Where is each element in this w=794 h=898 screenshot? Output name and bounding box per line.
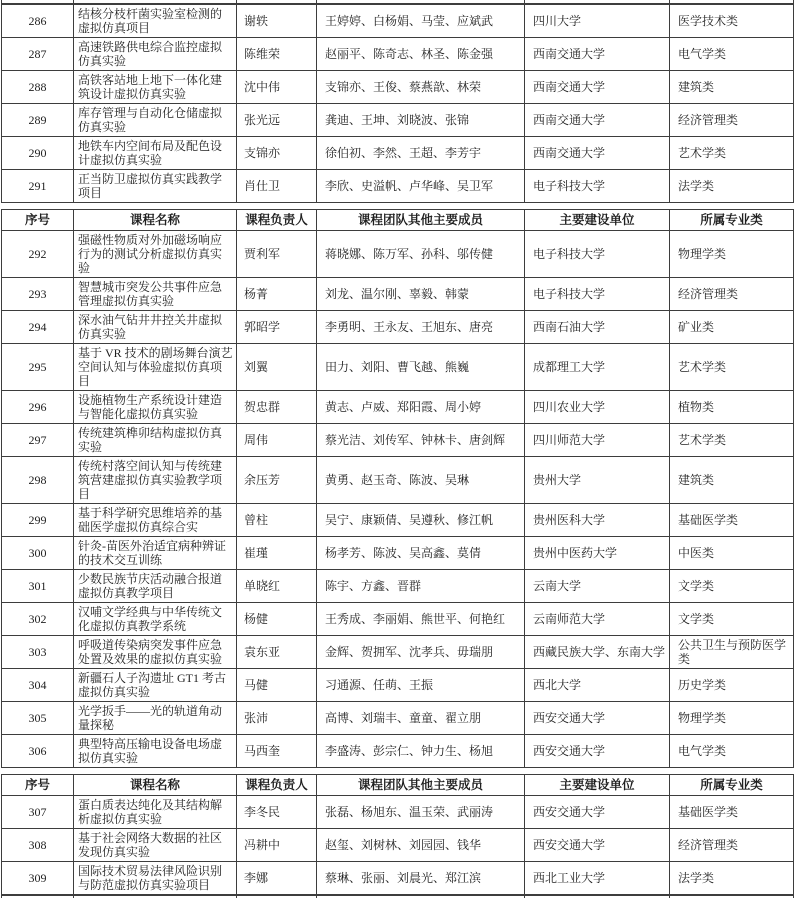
team-members-cell: 李勇明、王永友、王旭东、唐亮 [317, 310, 525, 343]
team-members-cell: 习通源、任萌、王振 [317, 668, 525, 701]
serial-number-cell: 305 [2, 701, 74, 734]
course-leader-cell: 单晓红 [237, 569, 317, 602]
construction-unit-cell: 贵州中医药大学 [525, 536, 670, 569]
table-row [2, 169, 794, 202]
course-name-cell: 基于 VR 技术的剧场舞台演艺空间认知与体验虚拟仿真项目 [74, 343, 237, 390]
major-category-cell: 经济管理类 [670, 277, 794, 310]
major-category-cell: 电气学类 [670, 734, 794, 767]
header-team-members: 课程团队其他主要成员 [317, 209, 525, 230]
course-leader-cell: 谢轶 [237, 4, 317, 37]
serial-number-cell: 307 [2, 795, 74, 828]
serial-number-cell: 298 [2, 456, 74, 503]
construction-unit-cell: 四川大学 [525, 4, 670, 37]
course-name-cell: 典型特高压输电设备电场虚拟仿真实验 [74, 734, 237, 767]
course-name-cell: 光学扳手——光的轨道角动量探秘 [74, 701, 237, 734]
serial-number-cell: 306 [2, 734, 74, 767]
major-category-cell: 中医类 [670, 536, 794, 569]
construction-unit-cell: 四川农业大学 [525, 390, 670, 423]
serial-number-cell: 295 [2, 343, 74, 390]
course-leader-cell: 张沛 [237, 701, 317, 734]
course-name-cell: 针灸-苗医外治适宜病种辨证的技术交互训练 [74, 536, 237, 569]
course-name-cell: 高铁客站地上地下一体化建筑设计虚拟仿真实验 [74, 70, 237, 103]
course-leader-cell: 贺忠群 [237, 390, 317, 423]
major-category-cell: 文学类 [670, 602, 794, 635]
team-members-cell: 张磊、杨旭东、温玉荣、武丽涛 [317, 795, 525, 828]
major-category-cell: 基础医学类 [670, 795, 794, 828]
table-row [2, 230, 794, 277]
team-members-cell: 陈宇、方鑫、晋群 [317, 569, 525, 602]
major-category-cell: 公共卫生与预防医学类 [670, 635, 794, 668]
table-row [2, 734, 794, 767]
serial-number-cell: 304 [2, 668, 74, 701]
serial-number-cell: 289 [2, 103, 74, 136]
course-name-cell: 少数民族节庆活动融合报道虚拟仿真教学项目 [74, 569, 237, 602]
table-row [2, 103, 794, 136]
construction-unit-cell: 西北大学 [525, 668, 670, 701]
serial-number-cell: 294 [2, 310, 74, 343]
construction-unit-cell: 西藏民族大学、东南大学 [525, 635, 670, 668]
course-leader-cell: 冯耕中 [237, 828, 317, 861]
major-category-cell: 法学类 [670, 861, 794, 894]
course-leader-cell: 支锦亦 [237, 136, 317, 169]
major-category-cell: 物理学类 [670, 701, 794, 734]
course-name-cell: 新疆石人子沟遗址 GT1 考古虚拟仿真实验 [74, 668, 237, 701]
construction-unit-cell: 贵州医科大学 [525, 503, 670, 536]
course-name-cell: 正当防卫虚拟仿真实践教学项目 [74, 169, 237, 202]
table-row [2, 861, 794, 894]
serial-number-cell: 296 [2, 390, 74, 423]
course-table-section-1 [1, 4, 794, 203]
construction-unit-cell: 西安交通大学 [525, 701, 670, 734]
course-name-cell: 深水油气钻井井控关井虚拟仿真实验 [74, 310, 237, 343]
serial-number-cell: 303 [2, 635, 74, 668]
table-row [2, 701, 794, 734]
course-name-cell: 基于科学研究思维培养的基础医学虚拟仿真综合实 [74, 503, 237, 536]
major-category-cell: 建筑类 [670, 70, 794, 103]
team-members-cell: 吴宁、康颖倩、吴遵秋、修江帆 [317, 503, 525, 536]
course-name-cell: 蛋白质表达纯化及其结构解析虚拟仿真实验 [74, 795, 237, 828]
construction-unit-cell: 四川师范大学 [525, 423, 670, 456]
table-row [2, 569, 794, 602]
serial-number-cell: 302 [2, 602, 74, 635]
course-name-cell: 设施植物生产系统设计建造与智能化虚拟仿真实验 [74, 390, 237, 423]
header-course-name: 课程名称 [74, 774, 237, 795]
team-members-cell: 黄志、卢威、郑阳霞、周小婷 [317, 390, 525, 423]
course-name-cell: 结核分枝杆菌实验室检测的虚拟仿真项目 [74, 4, 237, 37]
major-category-cell: 历史学类 [670, 668, 794, 701]
team-members-cell: 蒋晓娜、陈万军、孙科、邬传健 [317, 230, 525, 277]
table-header-row [2, 774, 794, 795]
table-row [2, 503, 794, 536]
construction-unit-cell: 贵州大学 [525, 456, 670, 503]
course-leader-cell: 郭昭学 [237, 310, 317, 343]
major-category-cell: 艺术学类 [670, 423, 794, 456]
header-construction-unit: 主要建设单位 [525, 209, 670, 230]
team-members-cell: 高博、刘瑞丰、童童、翟立朋 [317, 701, 525, 734]
major-category-cell: 经济管理类 [670, 828, 794, 861]
serial-number-cell: 300 [2, 536, 74, 569]
serial-number-cell: 288 [2, 70, 74, 103]
table-header-row [2, 209, 794, 230]
course-leader-cell: 周伟 [237, 423, 317, 456]
course-name-cell: 呼吸道传染病突发事件应急处置及效果的虚拟仿真实验 [74, 635, 237, 668]
course-name-cell: 库存管理与自动化仓储虚拟仿真实验 [74, 103, 237, 136]
team-members-cell: 刘龙、温尔刚、辜毅、韩蒙 [317, 277, 525, 310]
construction-unit-cell: 西南交通大学 [525, 103, 670, 136]
construction-unit-cell: 电子科技大学 [525, 230, 670, 277]
construction-unit-cell: 西南石油大学 [525, 310, 670, 343]
serial-number-cell: 293 [2, 277, 74, 310]
table-row [2, 635, 794, 668]
course-name-cell: 地铁车内空间布局及配色设计虚拟仿真实验 [74, 136, 237, 169]
construction-unit-cell: 西南交通大学 [525, 70, 670, 103]
course-name-cell: 智慧城市突发公共事件应急管理虚拟仿真实验 [74, 277, 237, 310]
team-members-cell: 蔡琳、张丽、刘晨光、郑江滨 [317, 861, 525, 894]
team-members-cell: 田力、刘阳、曹飞越、熊巍 [317, 343, 525, 390]
construction-unit-cell: 云南师范大学 [525, 602, 670, 635]
header-course-leader: 课程负责人 [237, 209, 317, 230]
course-name-cell: 高速铁路供电综合监控虚拟仿真实验 [74, 37, 237, 70]
course-name-cell: 基于社会网络大数据的社区发现仿真实验 [74, 828, 237, 861]
serial-number-cell: 292 [2, 230, 74, 277]
table-row [2, 277, 794, 310]
major-category-cell: 法学类 [670, 169, 794, 202]
team-members-cell: 赵玺、刘树林、刘园园、钱华 [317, 828, 525, 861]
team-members-cell: 杨孝芳、陈波、吴高鑫、莫倩 [317, 536, 525, 569]
major-category-cell: 艺术学类 [670, 136, 794, 169]
construction-unit-cell: 西南交通大学 [525, 136, 670, 169]
course-leader-cell: 沈中伟 [237, 70, 317, 103]
table-row [2, 795, 794, 828]
serial-number-cell: 308 [2, 828, 74, 861]
table-row [2, 602, 794, 635]
team-members-cell: 黄勇、赵玉奇、陈波、吴琳 [317, 456, 525, 503]
construction-unit-cell: 电子科技大学 [525, 277, 670, 310]
table-row [2, 343, 794, 390]
course-name-cell: 强磁性物质对外加磁场响应行为的测试分析虚拟仿真实验 [74, 230, 237, 277]
table-row [2, 423, 794, 456]
course-leader-cell: 杨健 [237, 602, 317, 635]
team-members-cell: 李盛涛、彭宗仁、钟力生、杨旭 [317, 734, 525, 767]
serial-number-cell: 286 [2, 4, 74, 37]
major-category-cell: 物理学类 [670, 230, 794, 277]
course-name-cell: 汉哺文学经典与中华传统文化虚拟仿真教学系统 [74, 602, 237, 635]
table-row [2, 536, 794, 569]
header-course-leader: 课程负责人 [237, 774, 317, 795]
construction-unit-cell: 西安交通大学 [525, 795, 670, 828]
construction-unit-cell: 西安交通大学 [525, 828, 670, 861]
serial-number-cell: 297 [2, 423, 74, 456]
partial-row-bottom [1, 895, 794, 898]
course-leader-cell: 余压芳 [237, 456, 317, 503]
header-serial-number: 序号 [2, 209, 74, 230]
course-name-cell: 传统村落空间认知与传统建筑营建虚拟仿真实验教学项目 [74, 456, 237, 503]
course-leader-cell: 李娜 [237, 861, 317, 894]
course-leader-cell: 贾利军 [237, 230, 317, 277]
header-major-category: 所属专业类 [670, 774, 794, 795]
serial-number-cell: 290 [2, 136, 74, 169]
major-category-cell: 电气学类 [670, 37, 794, 70]
construction-unit-cell: 电子科技大学 [525, 169, 670, 202]
major-category-cell: 经济管理类 [670, 103, 794, 136]
course-leader-cell: 肖仕卫 [237, 169, 317, 202]
header-construction-unit: 主要建设单位 [525, 774, 670, 795]
course-leader-cell: 袁东亚 [237, 635, 317, 668]
serial-number-cell: 299 [2, 503, 74, 536]
team-members-cell: 赵丽平、陈奇志、林圣、陈金强 [317, 37, 525, 70]
team-members-cell: 徐伯初、李然、王超、李芳宇 [317, 136, 525, 169]
construction-unit-cell: 云南大学 [525, 569, 670, 602]
course-leader-cell: 张光远 [237, 103, 317, 136]
course-name-cell: 国际技术贸易法律风险识别与防范虚拟仿真实验项目 [74, 861, 237, 894]
team-members-cell: 李欣、史溢帆、卢华峰、吴卫军 [317, 169, 525, 202]
header-serial-number: 序号 [2, 774, 74, 795]
team-members-cell: 金辉、贺拥军、沈孝兵、毋瑞朋 [317, 635, 525, 668]
team-members-cell: 龚迪、王坤、刘晓波、张锦 [317, 103, 525, 136]
course-leader-cell: 马健 [237, 668, 317, 701]
major-category-cell: 文学类 [670, 569, 794, 602]
team-members-cell: 蔡光洁、刘传军、钟林卡、唐剑辉 [317, 423, 525, 456]
team-members-cell: 王婷婷、白杨娟、马莹、应斌武 [317, 4, 525, 37]
table-row [2, 828, 794, 861]
major-category-cell: 艺术学类 [670, 343, 794, 390]
major-category-cell: 基础医学类 [670, 503, 794, 536]
major-category-cell: 建筑类 [670, 456, 794, 503]
major-category-cell: 矿业类 [670, 310, 794, 343]
table-row [2, 456, 794, 503]
construction-unit-cell: 成都理工大学 [525, 343, 670, 390]
table-row [2, 70, 794, 103]
team-members-cell: 王秀成、李丽娟、熊世平、何艳红 [317, 602, 525, 635]
serial-number-cell: 309 [2, 861, 74, 894]
course-leader-cell: 崔瑾 [237, 536, 317, 569]
construction-unit-cell: 西南交通大学 [525, 37, 670, 70]
course-name-cell: 传统建筑榫卯结构虚拟仿真实验 [74, 423, 237, 456]
serial-number-cell: 287 [2, 37, 74, 70]
course-leader-cell: 陈维荣 [237, 37, 317, 70]
course-leader-cell: 刘翼 [237, 343, 317, 390]
header-team-members: 课程团队其他主要成员 [317, 774, 525, 795]
course-table-section-3 [1, 774, 794, 895]
course-leader-cell: 马西奎 [237, 734, 317, 767]
course-table-section-2 [1, 209, 794, 768]
major-category-cell: 医学技术类 [670, 4, 794, 37]
course-leader-cell: 李冬民 [237, 795, 317, 828]
serial-number-cell: 301 [2, 569, 74, 602]
major-category-cell: 植物类 [670, 390, 794, 423]
header-course-name: 课程名称 [74, 209, 237, 230]
construction-unit-cell: 西安交通大学 [525, 734, 670, 767]
table-row [2, 136, 794, 169]
header-major-category: 所属专业类 [670, 209, 794, 230]
table-row [2, 4, 794, 37]
team-members-cell: 支锦亦、王俊、蔡燕歆、林荣 [317, 70, 525, 103]
table-row [2, 37, 794, 70]
construction-unit-cell: 西北工业大学 [525, 861, 670, 894]
serial-number-cell: 291 [2, 169, 74, 202]
table-row [2, 390, 794, 423]
course-leader-cell: 杨菁 [237, 277, 317, 310]
table-row [2, 668, 794, 701]
table-row [2, 310, 794, 343]
course-leader-cell: 曾柱 [237, 503, 317, 536]
